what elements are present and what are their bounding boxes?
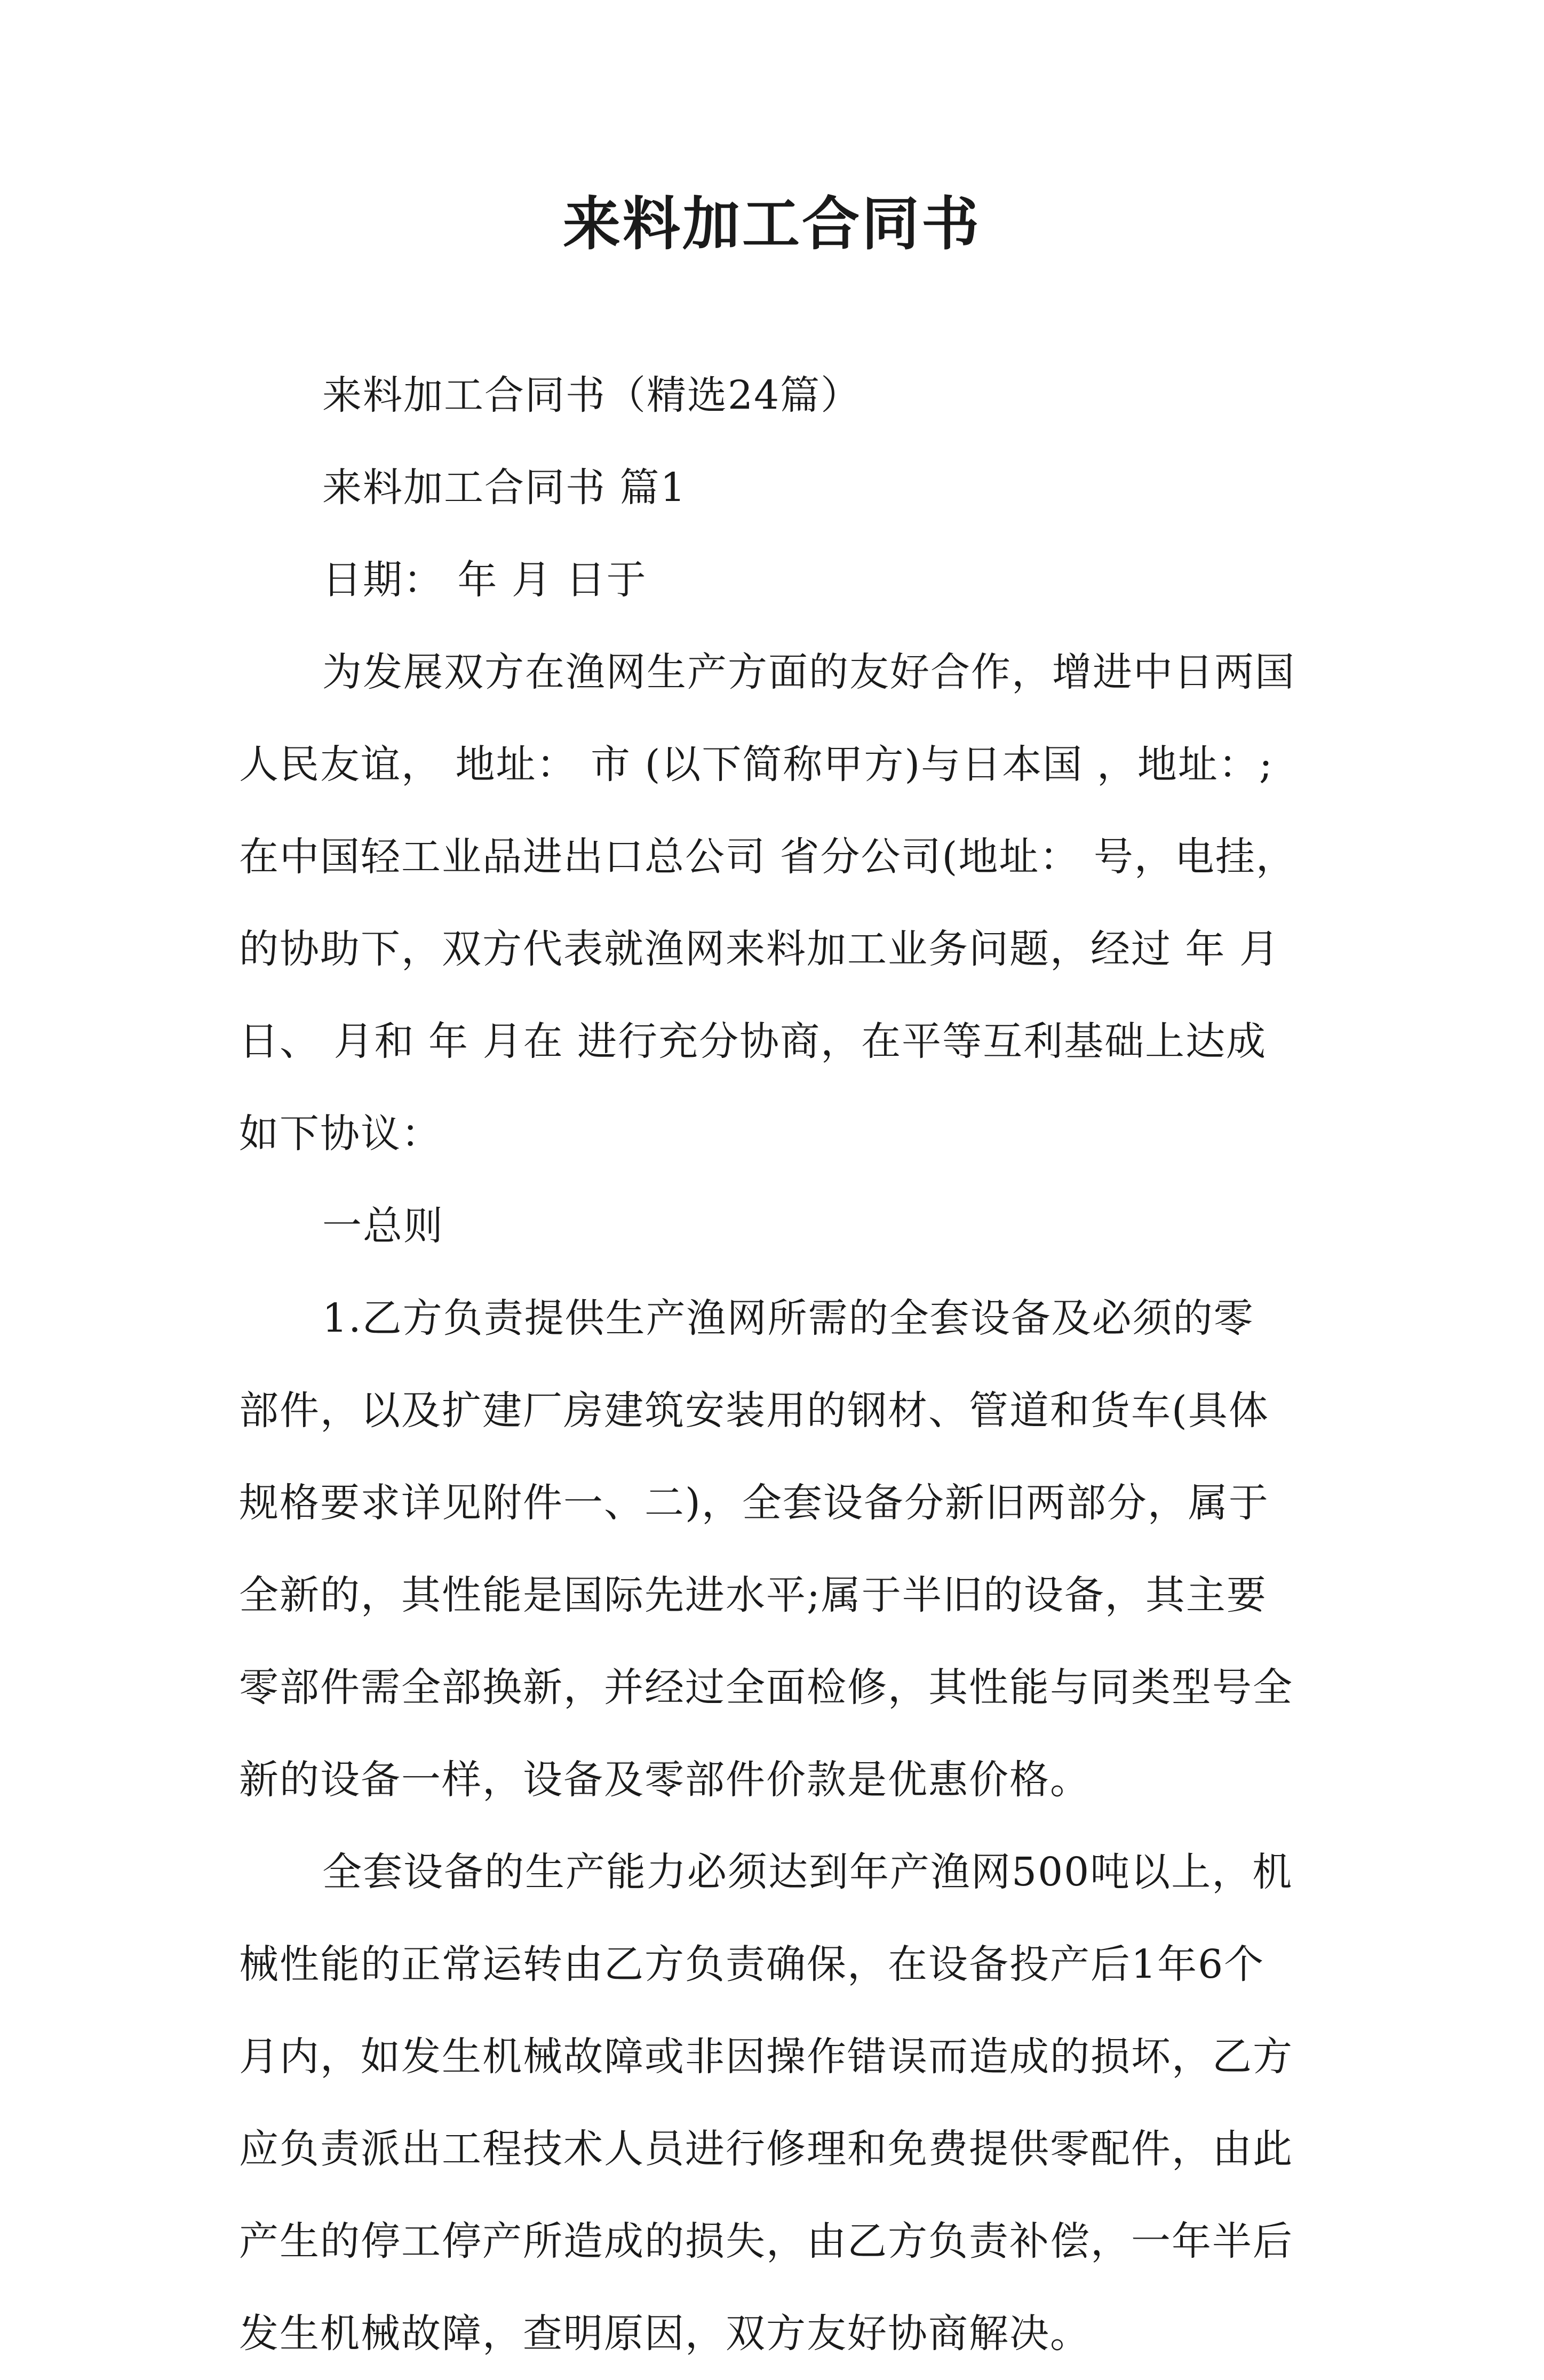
- text-line: 规格要求详见附件一、二)，全套设备分新旧两部分，属于: [239, 1480, 1269, 1526]
- document-body: [239, 349, 1317, 2380]
- text-line: 日、 月和 年 月在 进行充分协商，在平等互利基础上达成: [239, 1018, 1267, 1064]
- text-line: 的协助下，双方代表就渔网来料加工业务问题，经过 年 月: [239, 926, 1280, 972]
- text-line: 人民友谊， 地址： 市 (以下简称甲方)与日本国 ，地址：;: [239, 742, 1274, 787]
- text-line: 产生的停工停产所造成的损失，由乙方负责补偿，一年半后: [239, 2218, 1293, 2264]
- text-line: 全新的，其性能是国际先进水平;属于半旧的设备，其主要: [239, 1572, 1267, 1618]
- document-title: 来料加工合同书: [562, 190, 981, 258]
- text-line: 来料加工合同书（精选24篇）: [322, 372, 862, 418]
- text-line: 为发展双方在渔网生产方面的友好合作，增进中日两国: [322, 649, 1295, 695]
- text-line: 在中国轻工业品进出口总公司 省分公司(地址： 号，电挂，: [239, 834, 1296, 880]
- text-line: 新的设备一样，设备及零部件价款是优惠价格。: [239, 1757, 1091, 1803]
- text-line: 1.乙方负责提供生产渔网所需的全套设备及必须的零: [322, 1295, 1254, 1341]
- text-line: 发生机械故障，查明原因，双方友好协商解决。: [239, 2311, 1091, 2357]
- text-line: 应负责派出工程技术人员进行修理和免费提供零配件，由此: [239, 2126, 1293, 2172]
- text-line: 日期： 年 月 日于: [322, 557, 647, 603]
- text-line: 来料加工合同书 篇1: [322, 465, 687, 511]
- text-line: 如下协议：: [239, 1111, 442, 1157]
- text-line: 部件，以及扩建厂房建筑安装用的钢材、管道和货车(具体: [239, 1388, 1269, 1434]
- text-line: 月内，如发生机械故障或非因操作错误而造成的损坏，乙方: [239, 2034, 1293, 2080]
- text-line: 械性能的正常运转由乙方负责确保，在设备投产后1年6个: [239, 1941, 1265, 1987]
- text-line: 全套设备的生产能力必须达到年产渔网500吨以上，机: [322, 1849, 1293, 1895]
- text-line: 一总则: [322, 1203, 444, 1249]
- text-line: 零部件需全部换新，并经过全面检修，其性能与同类型号全: [239, 1665, 1293, 1710]
